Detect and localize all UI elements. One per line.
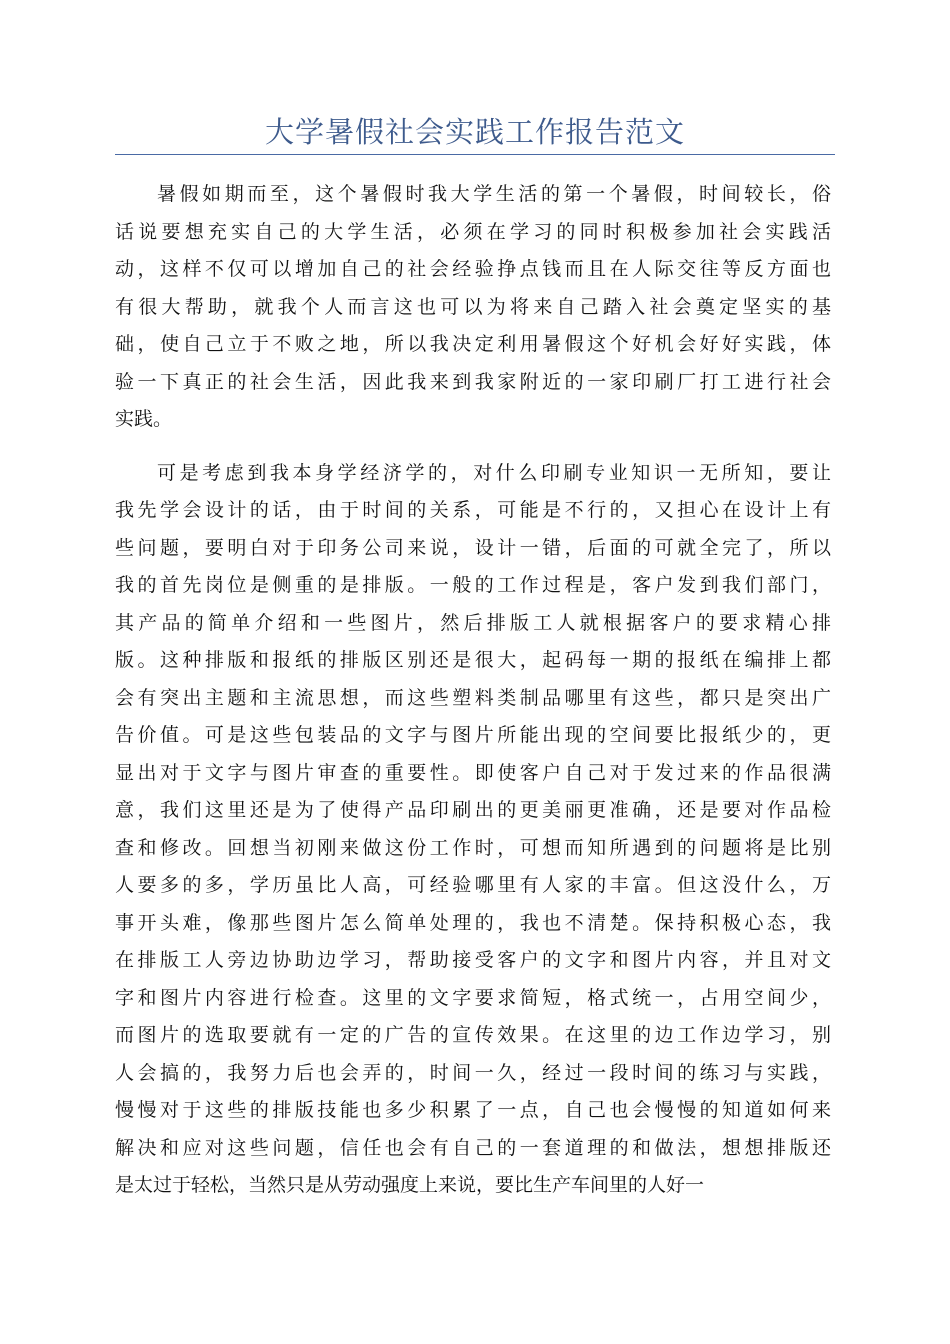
title-underline [115, 154, 835, 155]
text-line: 实践。 [115, 408, 173, 430]
text-line: 是太过于轻松，当然只是从劳动强度上来说，要比生产车间里的人好一 [115, 1174, 705, 1196]
text-line: 动，这样不仅可以增加自己的社会经验挣点钱而且在人际交往等反方面也 [115, 258, 831, 280]
text-line: 我先学会设计的话，由于时间的关系，可能是不行的，又担心在设计上有 [115, 499, 831, 521]
text-line: 慢慢对于这些的排版技能也多少积累了一点，自己也会慢慢的知道如何来 [115, 1099, 831, 1121]
text-line: 可是考虑到我本身学经济学的，对什么印刷专业知识一无所知，要让 [157, 461, 831, 484]
text-line: 有很大帮助，就我个人而言这也可以为将来自己踏入社会奠定坚实的基 [115, 295, 831, 318]
text-line: 显出对于文字与图片审查的重要性。即使客户自己对于发过来的作品很满 [115, 761, 831, 784]
text-line: 验一下真正的社会生活，因此我来到我家附近的一家印刷厂打工进行社会 [115, 370, 831, 393]
text-line: 暑假如期而至，这个暑假时我大学生活的第一个暑假，时间较长，俗 [157, 183, 831, 205]
text-line: 我的首先岗位是侧重的是排版。一般的工作过程是，客户发到我们部门， [115, 574, 831, 596]
text-line: 意，我们这里还是为了使得产品印刷出的更美丽更准确，还是要对作品检 [115, 799, 831, 821]
text-line: 解决和应对这些问题，信任也会有自己的一套道理的和做法，想想排版还 [115, 1136, 831, 1159]
text-line: 些问题，要明白对于印务公司来说，设计一错，后面的可就全完了，所以 [115, 536, 831, 559]
text-line: 告价值。可是这些包装品的文字与图片所能出现的空间要比报纸少的，更 [115, 724, 831, 746]
text-line: 在排版工人旁边协助边学习，帮助接受客户的文字和图片内容，并且对文 [115, 949, 831, 971]
text-line: 其产品的简单介绍和一些图片，然后排版工人就根据客户的要求精心排 [115, 611, 831, 634]
text-line: 会有突出主题和主流思想，而这些塑料类制品哪里有这些，都只是突出广 [115, 686, 831, 709]
text-line: 人会搞的，我努力后也会弄的，时间一久，经过一段时间的练习与实践， [115, 1061, 831, 1084]
text-line: 查和修改。回想当初刚来做这份工作时，可想而知所遇到的问题将是比别 [115, 836, 831, 859]
text-line: 人要多的多，学历虽比人高，可经验哪里有人家的丰富。但这没什么，万 [115, 874, 831, 896]
text-line: 话说要想充实自己的大学生活，必须在学习的同时积极参加社会实践活 [115, 220, 831, 243]
text-line: 而图片的选取要就有一定的广告的宣传效果。在这里的边工作边学习，别 [115, 1024, 831, 1046]
paragraph [115, 455, 831, 1205]
text-line: 础，使自己立于不败之地，所以我决定利用暑假这个好机会好好实践，体 [115, 333, 831, 355]
document-title: 大学暑假社会实践工作报告范文 [264, 115, 685, 149]
document-body [115, 176, 831, 1221]
text-line: 版。这种排版和报纸的排版区别还是很大，起码每一期的报纸在编排上都 [115, 649, 831, 671]
paragraph [115, 176, 831, 439]
text-line: 字和图片内容进行检查。这里的文字要求简短，格式统一，占用空间少， [115, 986, 831, 1009]
text-line: 事开头难，像那些图片怎么简单处理的，我也不清楚。保持积极心态，我 [115, 911, 831, 934]
